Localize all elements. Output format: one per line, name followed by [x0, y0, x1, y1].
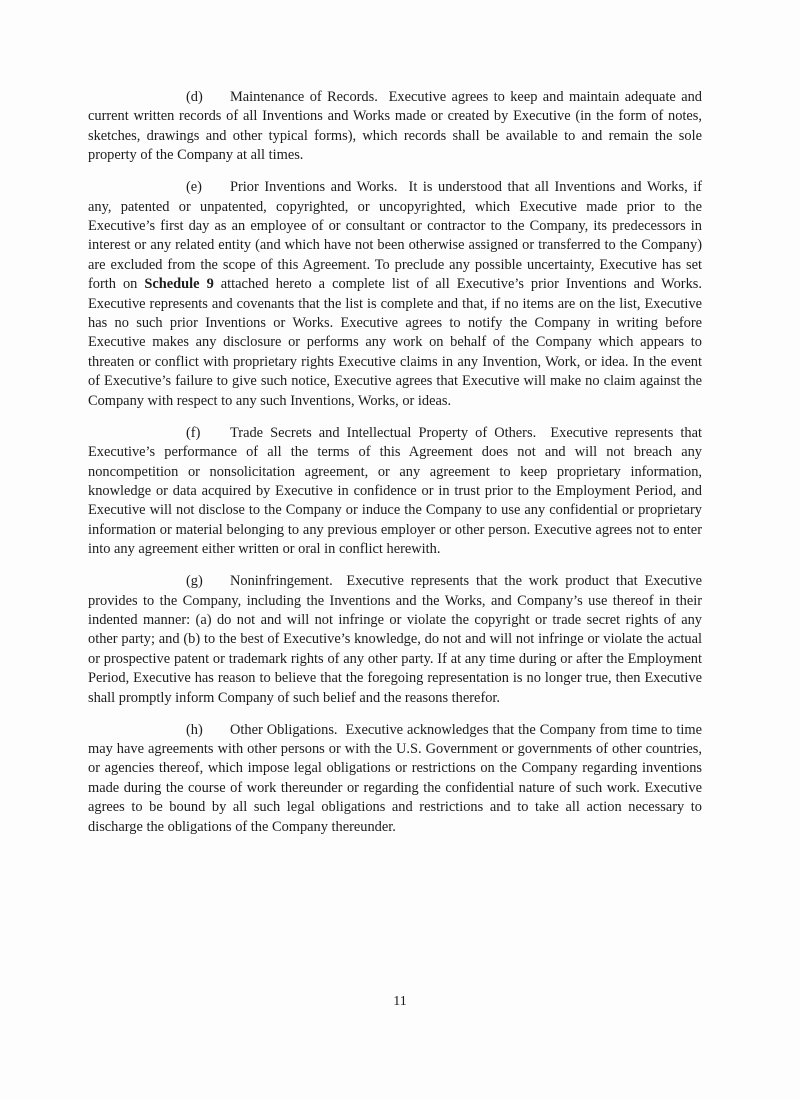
paragraph-text: Executive acknowledges that the Company from time to time may have agreements with other persons or with the U.S. Government or governments of other countries, or agencies thereof, which impose legal obligations or restrictions on the Company regarding inventions made during the course of work thereunder or regarding the confidential nature of such work. Executive agrees to be bound by all such legal obligations and restrictions and to take all action necessary to discharge the obligations of the Company thereunder.: [88, 721, 702, 835]
paragraph-text: Executive represents that the work product that Executive provides to the Company, including the Inventions and the Works, and Company’s use thereof in their indented manner: (a) do not and will not infringe or violate the copyright or trade secret rights of any other party; and (b) to the best of Executive’s knowledge, do not and will not infringe or violate the actual or prospective patent or trademark rights of any other party. If at any time during or after the Employment Period, Executive has reason to believe that the foregoing representation is no longer true, then Executive shall promptly inform Company of such belief and the reasons therefor.: [88, 573, 702, 706]
paragraph-other-obligations: [88, 721, 702, 837]
paragraph-heading: Prior Inventions and Works.: [230, 179, 398, 196]
paragraph-heading: Other Obligations.: [230, 721, 338, 738]
paragraph-label: (e): [186, 179, 202, 196]
paragraph-label: (h): [186, 721, 203, 738]
document-body: [88, 88, 702, 850]
paragraph-heading: Maintenance of Records.: [230, 89, 378, 105]
paragraph-label: (f): [186, 424, 201, 441]
paragraph-text: Executive represents that Executive’s performance of all the terms of this Agreement does not and will not breach any noncompetition or nonsolicitation agreement, or any agreement to keep proprietary information, knowledge or data acquired by Executive in confidence or in trust prior to the Employment Period, and Executive will not disclose to the Company or induce the Company to use any confidential or proprietary information or material belonging to any previous employer or other person. Executive agrees not to enter into any agreement either written or oral in conflict herewith.: [88, 424, 702, 558]
paragraph-heading: Noninfringement.: [230, 573, 333, 590]
schedule-reference: Schedule 9: [144, 276, 214, 293]
paragraph-heading: Trade Secrets and Intellectual Property of Others.: [230, 424, 537, 441]
paragraph-maintenance-of-records: [88, 88, 702, 166]
paragraph-label: (g): [186, 573, 203, 590]
paragraph-prior-inventions: [88, 178, 702, 411]
paragraph-trade-secrets: [88, 424, 702, 560]
paragraph-text: It is understood that all Inventions and Works, if any, patented or unpatented, copyrighted, or uncopyrighted, which Executive made prior to the Executive’s first day as an employee of or consultant or contractor to the Company, its predecessors in interest or any related entity (and which have not been otherwise assigned or transferred to the Company) are excluded from the scope of this Agreement. To preclude any possible uncertainty, Executive has set forth on: [88, 179, 702, 293]
paragraph-text: Executive agrees to keep and maintain adequate and current written records of all Inventions and Works made or created by Executive (in the form of notes, sketches, drawings and other typical forms), which records shall be available to and remain the sole property of the Company at all times.: [88, 89, 702, 164]
paragraph-label: (d): [186, 89, 203, 105]
paragraph-text-continued: attached hereto a complete list of all Executive’s prior Inventions and Works. Executive represents and covenants that the list is complete and that, if no items are on the list, Executive has no such prior Inventions or Works. Executive agrees to notify the Company in writing before Executive makes any disclosure or performs any work on behalf of the Company which appears to threaten or conflict with proprietary rights Executive claims in any Invention, Work, or idea. In the event of Executive’s failure to give such notice, Executive agrees that Executive will make no claim against the Company with respect to any such Inventions, Works, or ideas.: [88, 276, 702, 409]
paragraph-noninfringement: [88, 572, 702, 708]
page-number: 11: [393, 994, 407, 1009]
